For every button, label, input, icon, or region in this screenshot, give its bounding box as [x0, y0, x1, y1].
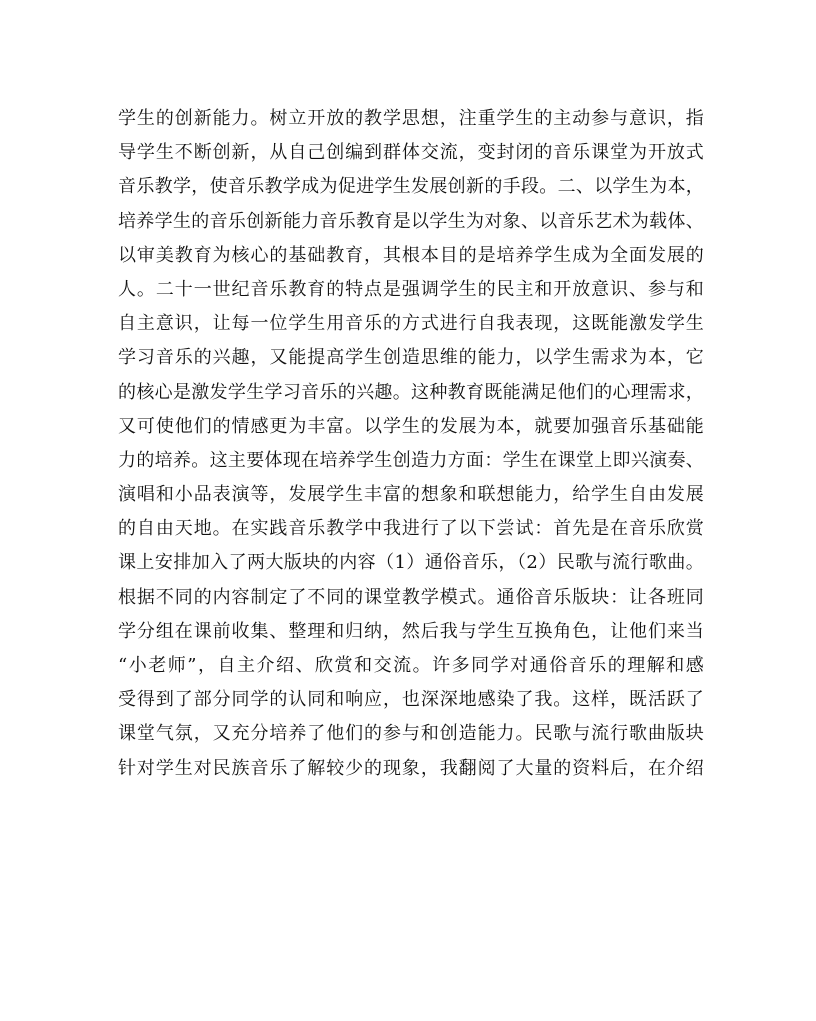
text-line: 学分组在课前收集、整理和归纳，然后我与学生互换角色，让他们来当	[118, 620, 704, 642]
text-line: 的核心是激发学生学习音乐的兴趣。这种教育既能满足他们的心理需求，	[118, 381, 704, 403]
text-line: 自主意识，让每一位学生用音乐的方式进行自我表现，这既能激发学生	[118, 313, 704, 335]
text-line: 学习音乐的兴趣，又能提高学生创造思维的能力，以学生需求为本，它	[118, 347, 704, 369]
text-line: 根据不同的内容制定了不同的课堂教学模式。通俗音乐版块：让各班同	[118, 586, 704, 608]
text-line: 针对学生对民族音乐了解较少的现象，我翻阅了大量的资料后，在介绍	[118, 757, 704, 779]
body-paragraph	[118, 102, 704, 786]
text-line: 导学生不断创新，从自己创编到群体交流，变封闭的音乐课堂为开放式	[118, 142, 704, 164]
text-line: 力的培养。这主要体现在培养学生创造力方面：学生在课堂上即兴演奏、	[118, 449, 704, 471]
text-line: 学生的创新能力。树立开放的教学思想，注重学生的主动参与意识，指	[118, 108, 704, 129]
text-line: 以审美教育为核心的基础教育，其根本目的是培养学生成为全面发展的	[118, 244, 704, 266]
text-line: 受得到了部分同学的认同和响应，也深深地感染了我。这样，既活跃了	[118, 689, 704, 711]
text-line: 培养学生的音乐创新能力音乐教育是以学生为对象、以音乐艺术为载体、	[118, 210, 704, 232]
text-line: 又可使他们的情感更为丰富。以学生的发展为本，就要加强音乐基础能	[118, 415, 704, 437]
text-line: 演唱和小品表演等，发展学生丰富的想象和联想能力，给学生自由发展	[118, 484, 704, 506]
text-line: 音乐教学，使音乐教学成为促进学生发展创新的手段。二、以学生为本，	[118, 176, 704, 198]
text-line: 人。二十一世纪音乐教育的特点是强调学生的民主和开放意识、参与和	[118, 278, 704, 300]
text-line: 的自由天地。在实践音乐教学中我进行了以下尝试：首先是在音乐欣赏	[118, 518, 704, 540]
text-line: 课上安排加入了两大版块的内容（1）通俗音乐，（2）民歌与流行歌曲。	[118, 552, 704, 574]
text-line: 课堂气氛，又充分培养了他们的参与和创造能力。民歌与流行歌曲版块	[118, 723, 704, 745]
text-line: “小老师”，自主介绍、欣赏和交流。许多同学对通俗音乐的理解和感	[118, 655, 704, 676]
